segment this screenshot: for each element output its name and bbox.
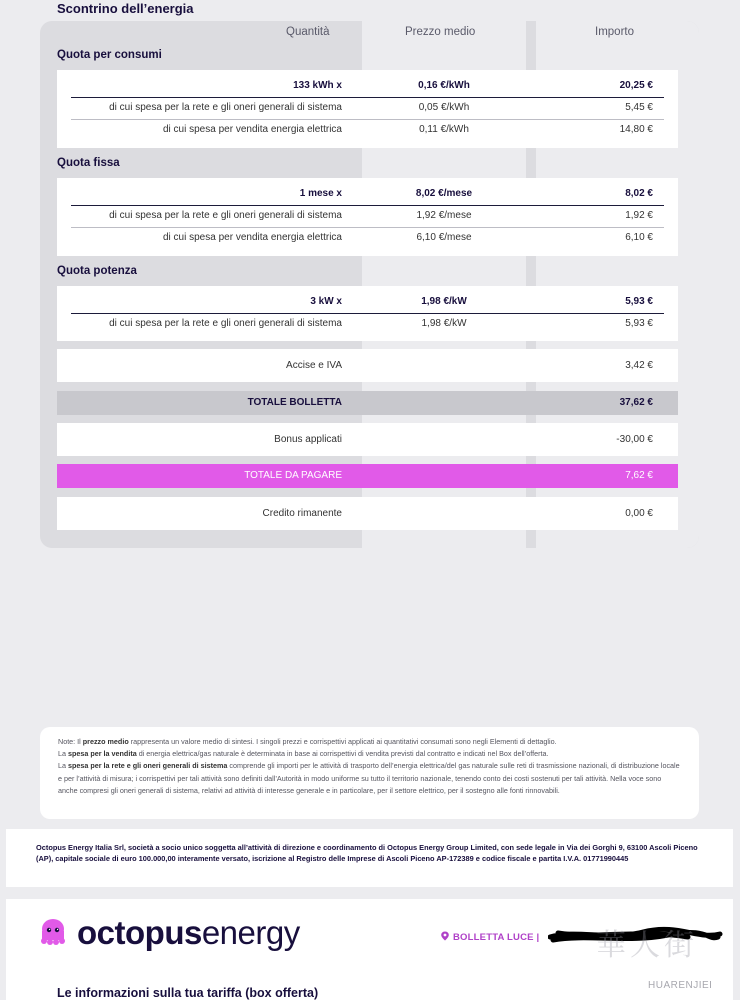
watermark-text: HUARENJIEI <box>648 980 713 991</box>
credit-row <box>57 497 678 530</box>
total-bill-row <box>57 391 678 415</box>
row-price: 0,11 €/kWh <box>419 124 469 135</box>
row-amount: 5,45 € <box>625 102 653 113</box>
row-label: di cui spesa per vendita energia elettrica <box>163 232 342 243</box>
row-price: 1,98 €/kW <box>421 318 467 329</box>
row-qty: 3 kW x <box>310 296 342 307</box>
note-paragraph: Note: Il prezzo medio rappresenta un valore medio di sintesi. I singoli prezzi e corrispettivi applicati ai quantitativi consumati sono negli Elementi di dettaglio. <box>58 737 557 746</box>
section-label-fixed: Quota fissa <box>57 157 120 169</box>
excise-row <box>57 349 678 382</box>
bonus-label: Bonus applicati <box>274 434 342 445</box>
total-to-pay-amount: 7,62 € <box>625 470 653 481</box>
table-row <box>57 313 678 335</box>
section-label-power: Quota potenza <box>57 265 137 277</box>
bill-type-label: BOLLETTA LUCE | <box>453 932 540 943</box>
receipt-title: Scontrino dell’energia <box>57 1 194 16</box>
table-row <box>57 291 678 313</box>
row-label: di cui spesa per la rete e gli oneri generali di sistema <box>109 102 342 113</box>
excise-amount: 3,42 € <box>625 360 653 371</box>
table-row <box>57 183 678 205</box>
row-qty: 133 kWh x <box>293 80 342 91</box>
row-price: 0,05 €/kWh <box>418 102 470 113</box>
total-bill-label: TOTALE BOLLETTA <box>247 397 342 408</box>
row-label: di cui spesa per vendita energia elettrica <box>163 124 342 135</box>
row-amount: 20,25 € <box>619 80 653 91</box>
column-header-amount: Importo <box>595 26 634 38</box>
section-block-consumption <box>57 70 678 148</box>
column-header-qty: Quantità <box>286 26 330 38</box>
brand-wordmark: octopusenergy <box>77 914 300 951</box>
total-to-pay-label: TOTALE DA PAGARE <box>244 470 342 481</box>
credit-amount: 0,00 € <box>625 508 653 519</box>
section-block-power <box>57 286 678 341</box>
table-row <box>57 97 678 119</box>
row-amount: 5,93 € <box>625 296 653 307</box>
next-section-title: Le informazioni sulla tua tariffa (box offerta) <box>57 986 319 1000</box>
total-bill-amount: 37,62 € <box>619 397 653 408</box>
row-price: 1,98 €/kW <box>421 296 467 307</box>
section-label-consumption: Quota per consumi <box>57 49 162 61</box>
legal-footer: Octopus Energy Italia Srl, società a socio unico soggetta all’attività di direzione e coordinamento di Octopus Energy Group Limited, con sede legale in Via dei Gorghi 9, 63100 Ascoli Piceno (AP), capitale sociale di euro 100.000,00 interamente versato, iscrizione al Registro delle Imprese di Ascoli Piceno AP-172389 e codice fiscale e partita I.V.A. 01771990445 <box>6 829 733 887</box>
table-row <box>57 227 678 249</box>
location-pin-icon <box>440 931 450 941</box>
row-amount: 14,80 € <box>619 124 653 135</box>
bonus-row <box>57 423 678 456</box>
note-paragraph: La spesa per la rete e gli oneri generali di sistema comprende gli importi per le attività di trasporto dell’energia elettrica/del gas naturale sulle reti di trasmissione nazionali, di distribuzione locale e per l’attività di misura; i corrispettivi per tali attività sono definiti dall’Autorità in modo uniforme su tutto il territorio nazionale, tenendo conto dei costi sostenuti per tali attività. Nella voce sono anche compresi gli oneri generali di sistema, relativi ad attività di interesse generale e in particolare, per il settore elettrico, per il sostegno alle fonti rinnovabili. <box>58 761 680 795</box>
octopus-logo-icon <box>38 918 68 948</box>
excise-label: Accise e IVA <box>286 360 342 371</box>
table-row <box>57 75 678 97</box>
row-label: di cui spesa per la rete e gli oneri generali di sistema <box>109 318 342 329</box>
row-amount: 5,93 € <box>625 318 653 329</box>
row-price: 6,10 €/mese <box>416 232 472 243</box>
bonus-amount: -30,00 € <box>616 434 653 445</box>
row-qty: 1 mese x <box>299 188 342 199</box>
row-amount: 1,92 € <box>625 210 653 221</box>
section-block-fixed <box>57 178 678 256</box>
table-row <box>57 205 678 227</box>
row-amount: 6,10 € <box>625 232 653 243</box>
total-to-pay-row <box>57 464 678 488</box>
notes-box <box>40 727 699 819</box>
credit-label: Credito rimanente <box>262 508 342 519</box>
row-price: 1,92 €/mese <box>416 210 472 221</box>
note-paragraph: La spesa per la vendita di energia elettrica/gas naturale è determinata in base ai corrispettivi di vendita previsti dal contratto e indicati nel Box dell’offerta. <box>58 749 549 759</box>
watermark-glyphs: 華人街 <box>596 928 698 963</box>
column-header-avg-price: Prezzo medio <box>405 26 476 38</box>
row-price: 0,16 €/kWh <box>418 80 470 91</box>
row-amount: 8,02 € <box>625 188 653 199</box>
row-price: 8,02 €/mese <box>415 188 473 199</box>
table-row <box>57 119 678 141</box>
row-label: di cui spesa per la rete e gli oneri generali di sistema <box>109 210 342 221</box>
